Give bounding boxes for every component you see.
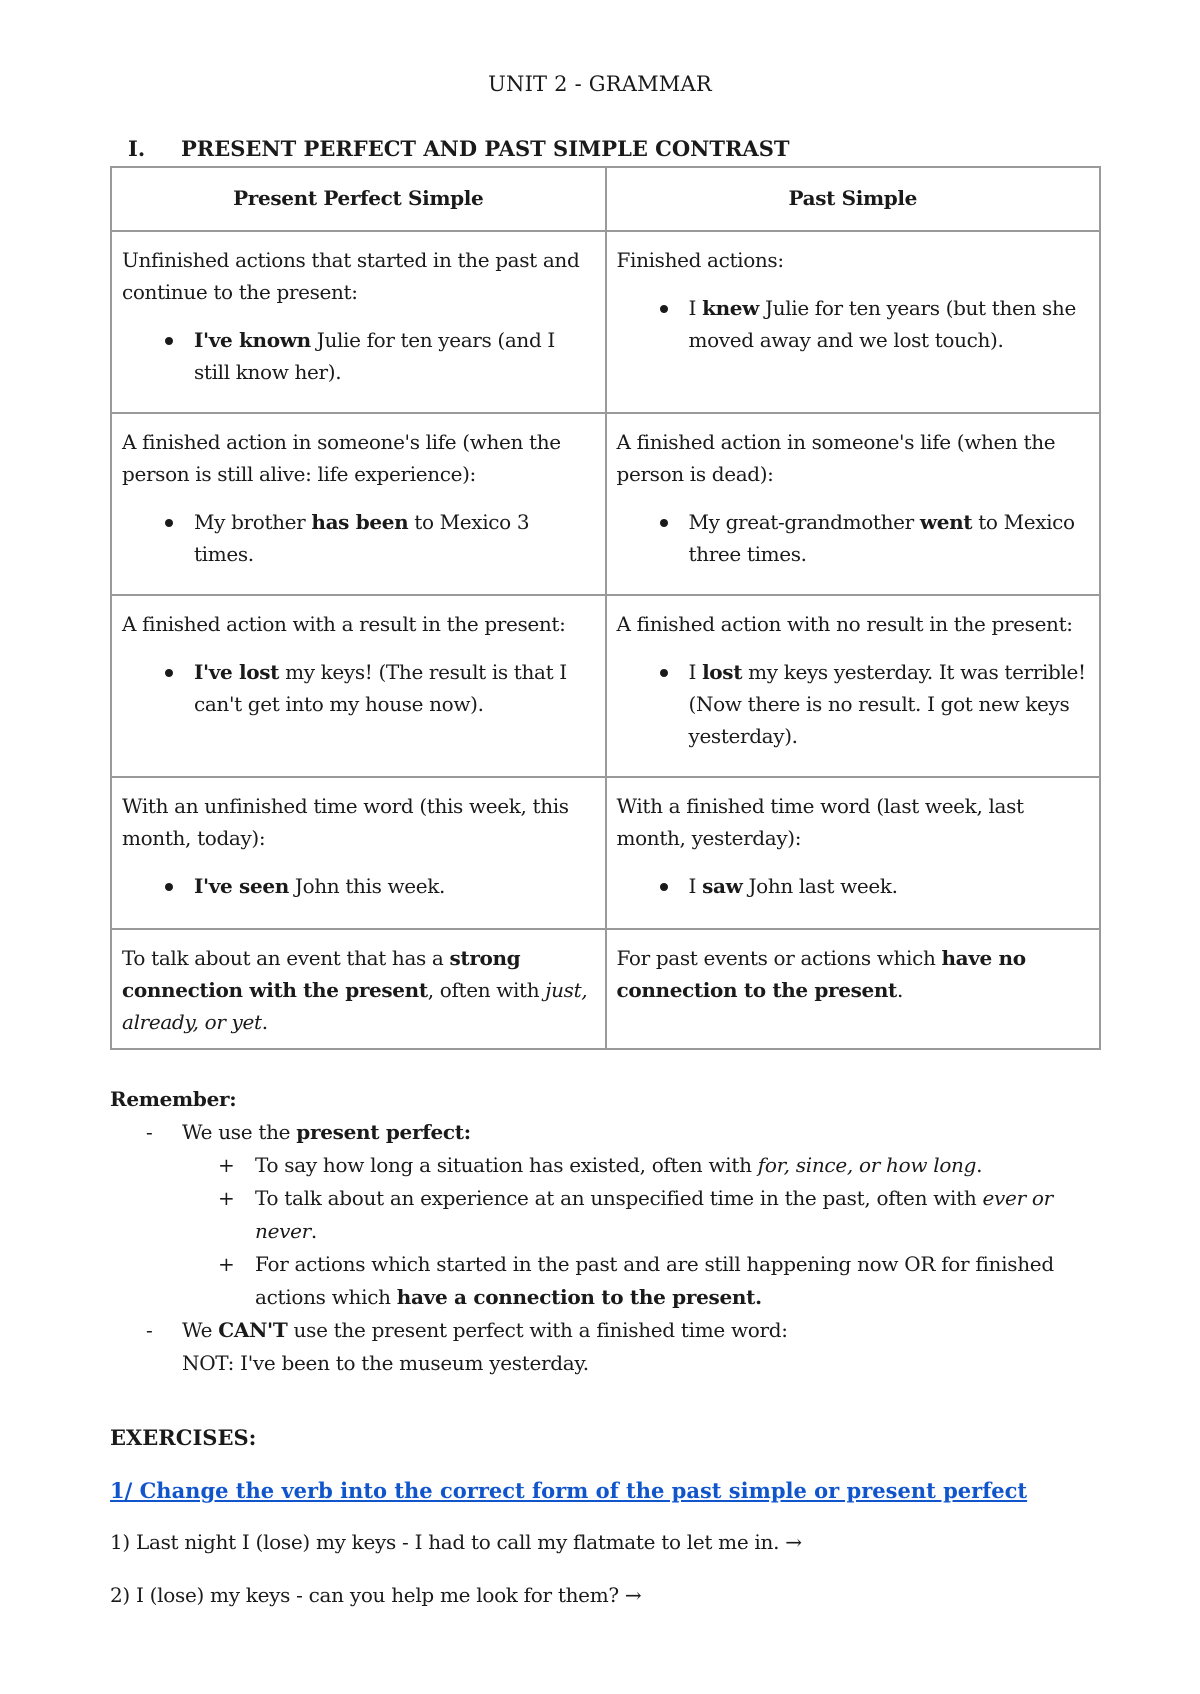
dash-marker: -: [146, 1120, 153, 1144]
example-bullet: [122, 656, 595, 720]
subpoint-text: To say how long a situation has existed, often with: [255, 1153, 758, 1177]
subpoint-bold-text: have a connection to the present.: [396, 1285, 762, 1309]
section-title: PRESENT PERFECT AND PAST SIMPLE CONTRAST: [181, 136, 790, 161]
example-bullet: [617, 870, 1090, 902]
table-row: [111, 413, 1100, 595]
remember-subpoint: [110, 1248, 1070, 1314]
example-verb: knew: [702, 296, 760, 320]
section-number: I.: [128, 136, 146, 161]
example-text: Julie for ten years (and I still know her).: [194, 328, 555, 384]
cell-text: .: [261, 1010, 268, 1034]
table-cell: [111, 777, 606, 929]
table-cell: [606, 595, 1101, 777]
subpoint-text: For actions which started in the past and are still happening now OR for finished actions which: [255, 1252, 1054, 1309]
cell-description: A finished action with no result in the present:: [616, 612, 1073, 636]
example-text: My great-grandmother: [688, 510, 920, 534]
plus-marker: +: [218, 1252, 235, 1276]
cell-description: Unfinished actions that started in the past and continue to the present:: [122, 248, 580, 304]
remember-label: Remember:: [110, 1087, 237, 1111]
contrast-table: [110, 166, 1101, 1050]
dash-marker: -: [146, 1318, 153, 1342]
point-text: We: [182, 1318, 219, 1342]
table-cell: [111, 929, 606, 1049]
remember-subpoint: [110, 1149, 1070, 1182]
cell-text: For past events or actions which: [616, 946, 942, 970]
header-past-simple: Past Simple: [606, 167, 1101, 231]
subpoint-italic-text: for, since, or how long: [757, 1153, 977, 1177]
cell-text: , often with: [427, 978, 546, 1002]
cell-bold-text: have no connection to the present: [616, 946, 1026, 1002]
example-text: Julie for ten years (but then she moved away and we lost touch).: [688, 296, 1076, 352]
cell-text: .: [896, 978, 903, 1002]
header-present-perfect: Present Perfect Simple: [111, 167, 606, 231]
table-header-row: [111, 167, 1100, 231]
table-row: [111, 929, 1100, 1049]
table-cell: [111, 595, 606, 777]
cell-description: With an unfinished time word (this week, this month, today):: [122, 794, 569, 850]
table-cell: [111, 413, 606, 595]
table-cell: [606, 777, 1101, 929]
cell-italic-text: just, already, or yet: [122, 978, 588, 1034]
example-text: John this week.: [288, 874, 446, 898]
cell-text: To talk about an event that has a: [122, 946, 450, 970]
section-heading: [128, 136, 790, 161]
example-verb: went: [919, 510, 973, 534]
table-cell: [606, 231, 1101, 413]
table-row: [111, 777, 1100, 929]
point-text: use the present perfect with a finished time word:: [287, 1318, 788, 1342]
example-verb: I've lost: [194, 660, 280, 684]
point-text: We use the: [182, 1120, 297, 1144]
remember-point: [110, 1314, 1070, 1347]
subpoint-text: .: [310, 1219, 317, 1243]
example-text: My brother: [194, 510, 312, 534]
remember-point: [110, 1116, 1070, 1149]
example-text: to Mexico 3 times.: [194, 510, 530, 566]
example-text: John last week.: [742, 874, 898, 898]
example-bullet: [617, 656, 1090, 752]
example-text: I: [688, 874, 703, 898]
point-bold-text: CAN'T: [218, 1318, 288, 1342]
cell-description: Finished actions:: [616, 248, 784, 272]
table-row: [111, 231, 1100, 413]
table-cell: [111, 231, 606, 413]
remember-section: [110, 1083, 1070, 1380]
subpoint-text: .: [976, 1153, 983, 1177]
example-text: I: [688, 660, 703, 684]
example-text: I: [688, 296, 703, 320]
exercise-question: 1) Last night I (lose) my keys - I had to call my flatmate to let me in. →: [110, 1530, 802, 1554]
example-text: my keys! (The result is that I can't get into my house now).: [194, 660, 567, 716]
table-row: [111, 595, 1100, 777]
example-bullet: [122, 324, 595, 388]
example-text: to Mexico three times.: [688, 510, 1075, 566]
cell-bold-text: strong connection with the present: [122, 946, 521, 1002]
example-text: my keys yesterday. It was terrible! (Now there is no result. I got new keys yesterday).: [688, 660, 1086, 748]
example-verb: lost: [702, 660, 743, 684]
unit-title: UNIT 2 - GRAMMAR: [488, 72, 712, 96]
exercises-heading: EXERCISES:: [110, 1425, 257, 1450]
exercise-1-link[interactable]: 1/ Change the verb into the correct form of the past simple or present perfect: [110, 1478, 1028, 1503]
subpoint-italic-text: ever or never: [255, 1186, 1053, 1243]
example-bullet: [617, 292, 1090, 356]
remember-note: NOT: I've been to the museum yesterday.: [182, 1351, 589, 1375]
cell-description: A finished action in someone's life (when the person is dead):: [616, 430, 1056, 486]
example-verb: I've seen: [194, 874, 289, 898]
remember-subpoint: [110, 1182, 1070, 1248]
subpoint-text: To talk about an experience at an unspecified time in the past, often with: [255, 1186, 983, 1210]
example-verb: saw: [702, 874, 743, 898]
point-bold-text: present perfect:: [296, 1120, 471, 1144]
example-bullet: [617, 506, 1090, 570]
cell-description: A finished action in someone's life (when the person is still alive: life experience):: [122, 430, 561, 486]
example-bullet: [122, 870, 595, 902]
plus-marker: +: [218, 1186, 235, 1210]
table-cell: [606, 929, 1101, 1049]
plus-marker: +: [218, 1153, 235, 1177]
example-bullet: [122, 506, 595, 570]
cell-description: With a finished time word (last week, last month, yesterday):: [616, 794, 1024, 850]
example-verb: I've known: [194, 328, 311, 352]
cell-description: A finished action with a result in the present:: [122, 612, 566, 636]
example-verb: has been: [311, 510, 409, 534]
exercise-question: 2) I (lose) my keys - can you help me look for them? →: [110, 1583, 642, 1607]
table-cell: [606, 413, 1101, 595]
